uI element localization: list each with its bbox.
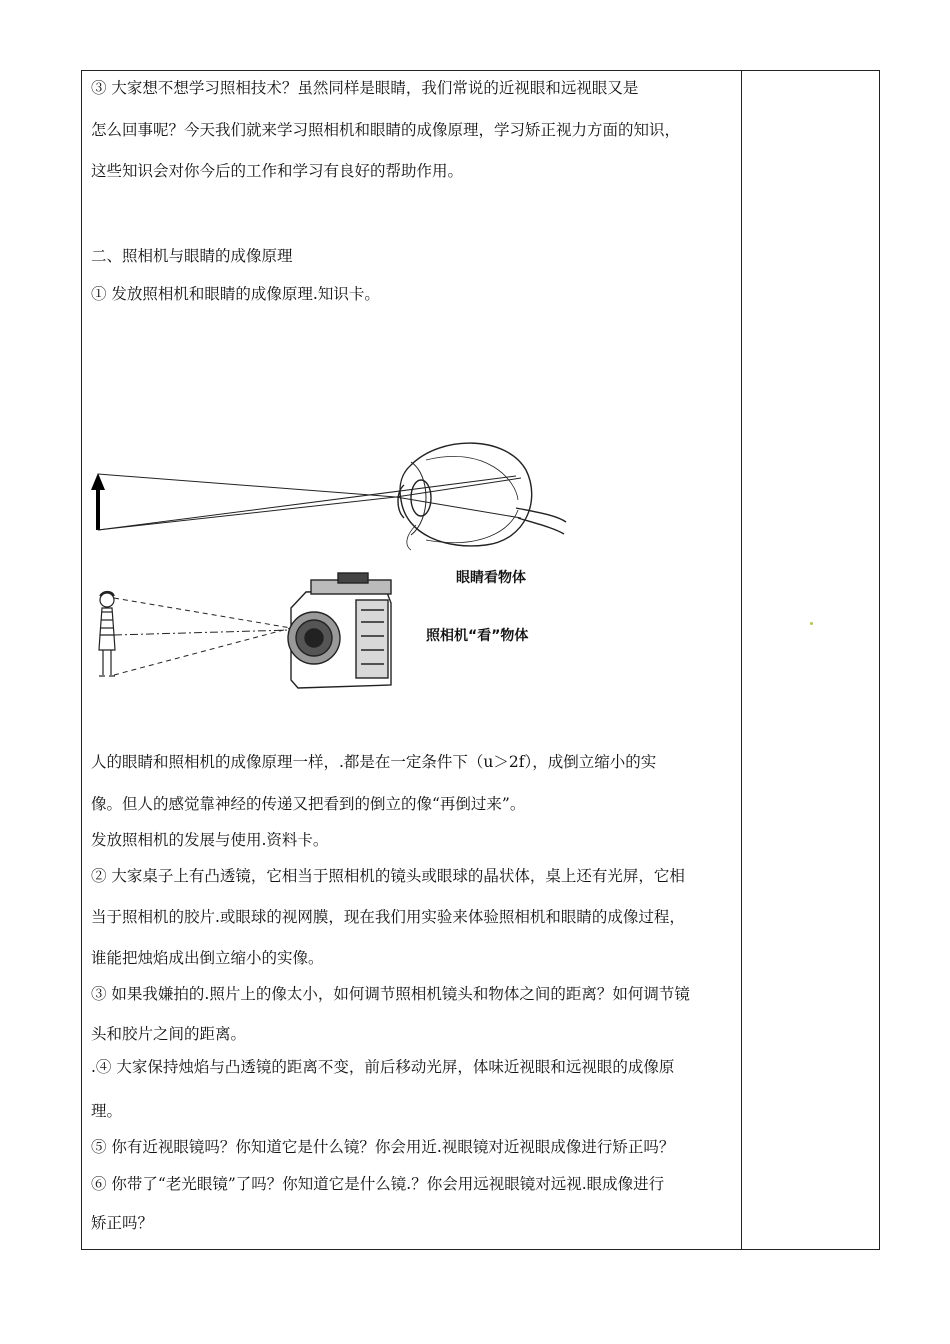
paragraph-screen-2: 理。 [91,1102,123,1120]
person-icon [99,592,115,676]
margin-dot [810,622,813,625]
camera-light-rays [114,598,291,675]
paragraph-intro-3: 这些知识会对你今后的工作和学习有良好的帮助作用。 [91,162,464,180]
paragraph-presbyopia-glasses-1: ⑥ 你带了“老光眼镜”了吗？你知道它是什么镜.？你会用远视眼镜对远视.眼成像进行 [91,1175,665,1193]
eye-caption: 眼睛看物体 [456,570,526,586]
paragraph-knowledge-card: ① 发放照相机和眼睛的成像原理.知识卡。 [91,285,380,303]
paragraph-resource-card: 发放照相机的发展与使用.资料卡。 [91,831,329,849]
camera-icon [288,573,391,688]
paragraph-adjust-2: 头和胶片之间的距离。 [91,1025,247,1043]
paragraph-lens-1: ② 大家桌子上有凸透镜，它相当于照相机的镜头或眼球的晶状体，桌上还有光屏，它相 [91,867,685,885]
paragraph-principle-2: 像。但人的感觉靠神经的传递又把看到的倒立的像“再倒过来”。 [91,795,526,813]
paragraph-adjust-1: ③ 如果我嫌拍的.照片上的像太小，如何调节照相机镜头和物体之间的距离？如何调节镜 [91,985,690,1003]
paragraph-screen-1: .④ 大家保持烛焰与凸透镜的距离不变，前后移动光屏，体味近视眼和远视眼的成像原 [91,1058,675,1076]
paragraph-intro-2: 怎么回事呢？今天我们就来学习照相机和眼睛的成像原理，学习矫正视力方面的知识， [91,121,681,139]
eye-icon [398,443,566,550]
eye-light-rays [98,474,521,530]
column-divider [741,70,742,1250]
paragraph-principle-1: 人的眼睛和照相机的成像原理一样，.都是在一定条件下（u＞2f），成倒立缩小的实 [91,753,657,771]
camera-caption: 照相机“看”物体 [426,628,529,644]
arrow-object-icon [91,473,105,530]
paragraph-presbyopia-glasses-2: 矫正吗？ [91,1214,154,1232]
eye-camera-diagram [86,440,646,705]
paragraph-intro-1: ③ 大家想不想学习照相技术？虽然同样是眼睛，我们常说的近视眼和远视眼又是 [91,79,639,97]
section-heading: 二、照相机与眼睛的成像原理 [91,247,293,265]
paragraph-lens-2: 当于照相机的胶片.或眼球的视网膜，现在我们用实验来体验照相机和眼睛的成像过程， [91,908,685,926]
paragraph-myopia-glasses: ⑤ 你有近视眼镜吗？你知道它是什么镜？你会用近.视眼镜对近视眼成像进行矫正吗？ [91,1138,675,1156]
paragraph-lens-3: 谁能把烛焰成出倒立缩小的实像。 [91,949,324,967]
